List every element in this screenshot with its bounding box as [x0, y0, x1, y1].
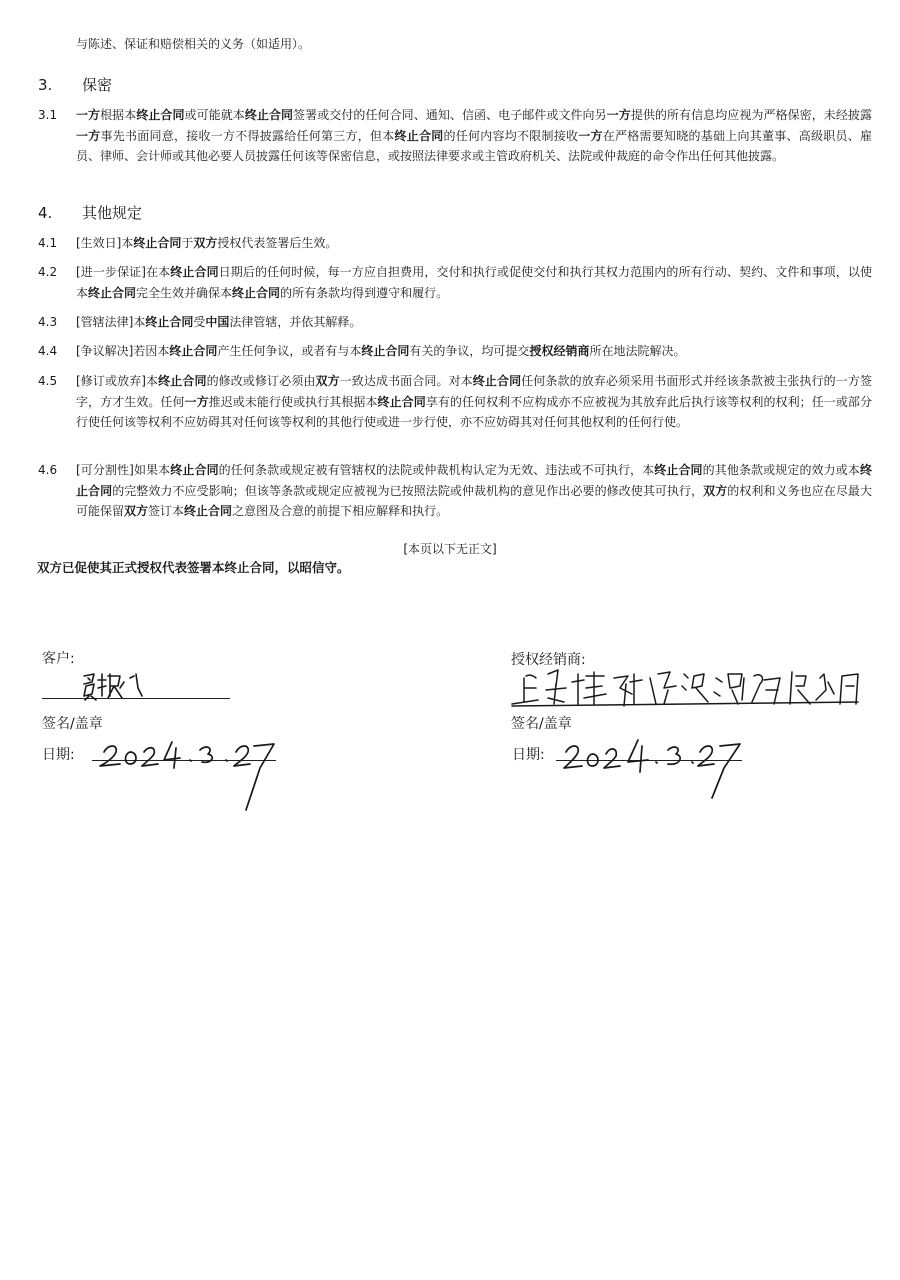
clause-body — [76, 105, 872, 167]
witness-statement — [37, 558, 350, 576]
customer-date-label: 日期: — [42, 747, 75, 763]
defined-term: 终止合同 — [145, 315, 194, 329]
clause-4-3 — [38, 312, 872, 333]
defined-term: 双方 — [124, 504, 149, 518]
clause-number: 4.4 — [38, 344, 58, 358]
defined-term: 双方 — [193, 236, 218, 250]
clause-body — [76, 341, 872, 362]
clause-number: 4.1 — [38, 236, 58, 250]
defined-term: 终止合同 — [472, 374, 522, 388]
clause-text: [修订或放弃]本 — [76, 374, 159, 388]
clause-text: 于 — [181, 236, 194, 250]
section-number: 3. — [38, 76, 53, 94]
section-title: 其他规定 — [82, 204, 143, 222]
clause-body — [76, 371, 872, 433]
defined-term: 一方 — [76, 108, 101, 122]
clause-text: 享有的任何权利不应构成亦不应被视为其放弃此后执行该等权利的权利；任一或部分行使任何该等权利不应妨碍其对任何该等权利的其他行使或进一步行使，亦不应妨碍其对任何其他权利的任何行使。 — [76, 394, 872, 429]
clause-text: [可分割性]如果本 — [76, 463, 171, 477]
clause-text: 签署或交付的任何合同、通知、信函、电子邮件或文件向另 — [293, 108, 607, 122]
clause-text: 产生任何争议，或者有与本 — [217, 344, 362, 358]
clause-text: 受 — [193, 315, 206, 329]
clause-text: [进一步保证]在本 — [76, 265, 171, 279]
defined-term: 终止合同 — [232, 285, 281, 300]
clause-4-1 — [38, 233, 872, 254]
defined-term: 终止合同 — [361, 344, 410, 358]
clause-number: 3.1 — [38, 108, 58, 122]
clause-text: 日期后的任何时候，每一方应自担费用，交付和执行或促使交付和执行其权力范围内的所有行动、契约、文件和事项，以使本 — [76, 265, 872, 300]
dealer-handwritten-signature — [508, 664, 868, 712]
defined-term: 终止合同 — [88, 285, 137, 300]
clause-text: 或可能就本 — [184, 108, 245, 122]
clause-body — [76, 233, 872, 254]
clause-4-5 — [38, 371, 872, 433]
defined-term: 一方 — [606, 108, 631, 122]
clause-text: 的所有条款均得到遵守和履行。 — [280, 285, 449, 300]
clause-text: 签订本 — [148, 504, 185, 518]
section-heading-other-provisions — [38, 202, 838, 224]
defined-term: 终止合同 — [244, 108, 294, 122]
clause-text: 推迟或未能行使或执行其根据本 — [208, 394, 378, 409]
clause-body — [76, 262, 872, 303]
defined-term: 终止合同 — [133, 236, 182, 250]
defined-term: 双方 — [37, 560, 63, 575]
clause-text: 的完整效力不应受影响；但该等条款或规定应被视为已按照法院或仲裁机构的意见作出必要的修改使其可执行， — [112, 483, 704, 498]
clause-text: 有关的争议，均可提交 — [409, 344, 530, 358]
defined-term: 一方 — [578, 128, 603, 143]
clause-text: 事先书面同意，接收一方不得披露给任何第三方，但本 — [100, 128, 395, 143]
defined-term: 终止合同 — [184, 504, 233, 518]
clause-text: 的其他条款或规定的效力或本 — [702, 463, 860, 477]
dealer-date-label: 日期: — [512, 747, 545, 763]
clause-text: 完全生效并确保本 — [136, 285, 233, 300]
clause-number: 4.5 — [38, 374, 58, 388]
clause-text: 的任何条款或规定被有管辖权的法院或仲裁机构认定为无效、违法或不可执行，本 — [218, 463, 655, 477]
page-end-note: [本页以下无正文] — [403, 542, 497, 556]
clause-text: [管辖法律]本 — [76, 315, 146, 329]
clause-text: 法律管辖，并依其解释。 — [229, 315, 362, 329]
defined-term: 终止合同 — [136, 108, 185, 122]
clause-number: 4.6 — [38, 463, 58, 477]
defined-term: 终止合同 — [158, 374, 207, 388]
defined-term: 终止合同 — [76, 463, 872, 498]
clause-4-2 — [38, 262, 872, 303]
defined-term: 终止合同 — [394, 128, 444, 143]
section-number: 4. — [38, 204, 53, 222]
section-title: 保密 — [82, 76, 113, 94]
customer-handwritten-signature — [80, 668, 160, 702]
clause-3-1 — [38, 105, 872, 167]
clause-text: 之意图及合意的前提下相应解释和执行。 — [232, 504, 449, 518]
defined-term: 授权经销商 — [529, 344, 590, 358]
customer-label: 客户: — [42, 651, 75, 667]
clause-text: 提供的所有信息均应视为严格保密，未经披露 — [630, 108, 872, 122]
dealer-sign-label: 签名/盖章 — [511, 716, 572, 732]
clause-4-4 — [38, 341, 872, 362]
clause-text: 在严格需要知晓的基础上向其董事、高级职员、雇员、律师、会计师或其他必要人员披露任何该等保密信息，或按照法律要求或主管政府机关、法院或仲裁庭的命令作出任何其他披露。 — [76, 128, 872, 163]
defined-term: 终止合同 — [377, 394, 426, 409]
dealer-label: 授权经销商: — [511, 652, 586, 668]
defined-term: 终止合同，以昭信守。 — [224, 560, 350, 575]
clause-number: 4.2 — [38, 265, 58, 279]
defined-term: 终止合同 — [170, 463, 219, 477]
defined-term: 双方 — [315, 374, 340, 388]
clause-text: 授权代表签署后生效。 — [217, 236, 338, 250]
defined-term: 一方 — [184, 394, 209, 409]
defined-term: 终止合同 — [169, 344, 218, 358]
section-heading-confidentiality — [38, 74, 838, 96]
dealer-handwritten-date — [556, 726, 746, 804]
clause-text: 一致达成书面合同。对本 — [339, 374, 473, 388]
clause-text: [生效日]本 — [76, 236, 134, 250]
clause-4-6 — [38, 460, 872, 522]
customer-handwritten-date — [90, 728, 280, 818]
clause-text: 任何条款的放弃必须采用书面形式并经该条款被主张执行的一方签字，方才生效。任何 — [76, 374, 872, 409]
defined-term: 终止合同 — [170, 265, 219, 279]
clause-text: 的权利和义务也应在尽最大可能保留 — [76, 483, 872, 518]
clause-text: 所在地法院解决。 — [589, 344, 686, 358]
defined-term: 一方 — [76, 128, 101, 143]
defined-term: 中国 — [205, 315, 230, 329]
clause-text: [争议解决]若因本 — [76, 344, 170, 358]
defined-term: 终止合同 — [654, 463, 703, 477]
clause-body — [76, 312, 872, 333]
defined-term: 双方 — [703, 483, 728, 498]
clause-text: 根据本 — [100, 108, 137, 122]
clause-text: 已促使其正式授权代表签署本 — [62, 560, 225, 575]
clause-number: 4.3 — [38, 315, 58, 329]
clause-text: 的修改或修订必须由 — [206, 374, 316, 388]
clause-text: 的任何内容均不限制接收 — [443, 128, 579, 143]
customer-sign-label: 签名/盖章 — [42, 716, 103, 732]
continuation-text: 与陈述、保证和赔偿相关的义务（如适用）。 — [76, 37, 311, 51]
clause-body — [76, 460, 872, 522]
